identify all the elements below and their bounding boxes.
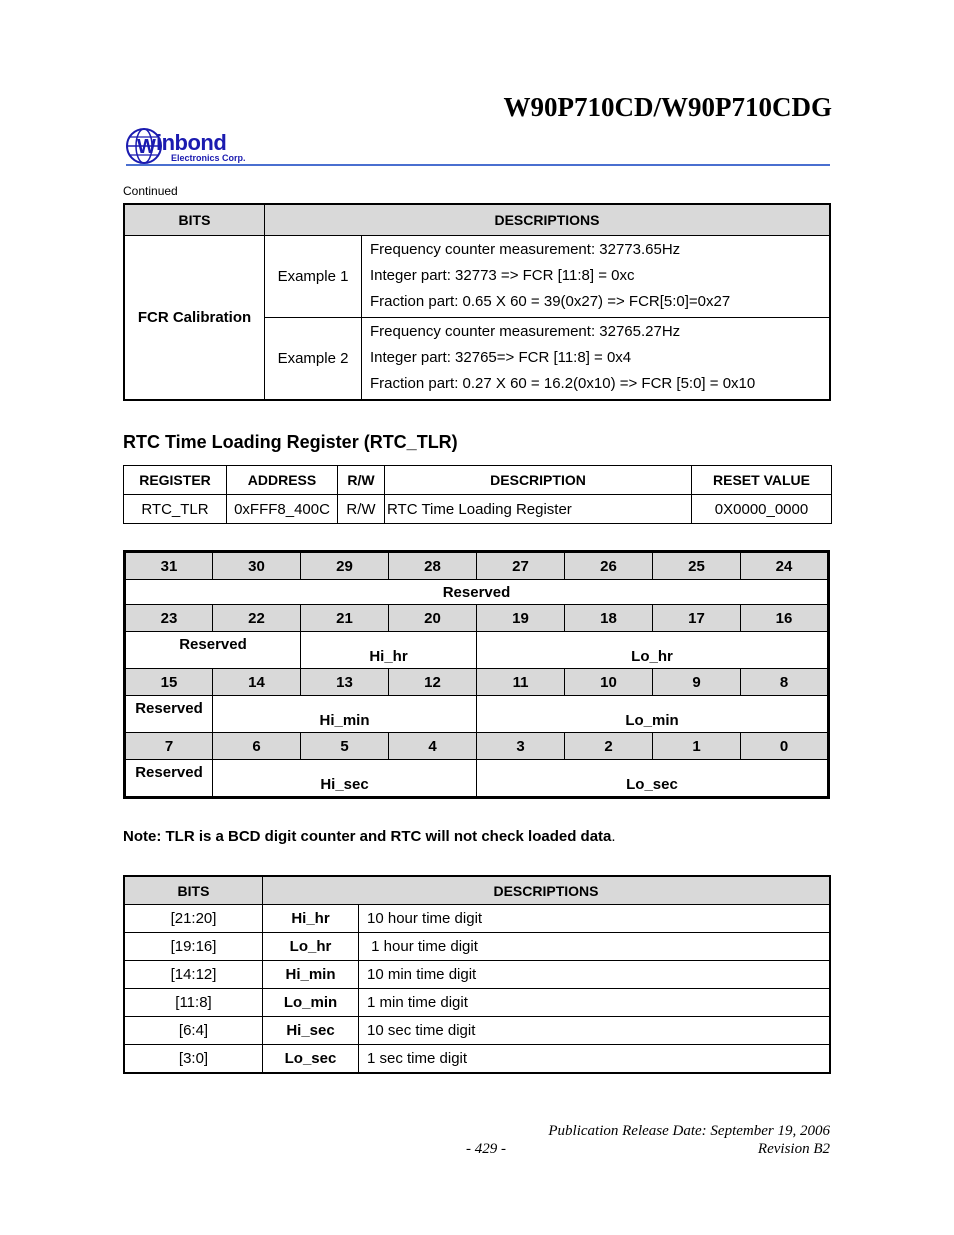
publication-release-date: Publication Release Date: September 19, 2006	[548, 1123, 830, 1139]
field-description: 1 min time digit	[359, 989, 831, 1017]
bit-number: 12	[389, 669, 477, 696]
bit-range: [19:16]	[124, 933, 263, 961]
description-line: Frequency counter measurement: 32765.27Hz	[370, 323, 681, 340]
table-row	[124, 905, 830, 933]
bit-number: 22	[213, 605, 301, 632]
bit-number: 6	[213, 733, 301, 760]
column-header-reset-value: RESET VALUE	[692, 466, 832, 495]
field-name: Hi_hr	[263, 905, 359, 933]
table-row	[124, 1017, 830, 1045]
bit-number: 9	[653, 669, 741, 696]
bit-field: Hi_hr	[301, 632, 477, 669]
bit-number: 14	[213, 669, 301, 696]
bit-number: 18	[565, 605, 653, 632]
table-row	[124, 1045, 830, 1074]
bit-field: Lo_hr	[477, 632, 829, 669]
fcr-calibration-label: FCR Calibration	[124, 235, 265, 400]
bit-number: 7	[125, 733, 213, 760]
fcr-calibration-table	[123, 203, 831, 401]
bit-field: Reserved	[125, 632, 301, 669]
column-header-bits: BITS	[124, 204, 265, 235]
section-title: RTC Time Loading Register (RTC_TLR)	[123, 432, 458, 452]
register-table	[123, 465, 832, 524]
bit-range: [6:4]	[124, 1017, 263, 1045]
field-description: 10 hour time digit	[359, 905, 831, 933]
bit-number: 0	[741, 733, 829, 760]
table-row	[124, 961, 830, 989]
field-description: 1 sec time digit	[359, 1045, 831, 1074]
bit-field: Reserved	[125, 580, 829, 605]
bit-number: 2	[565, 733, 653, 760]
bit-field: Reserved	[125, 696, 213, 733]
column-header-description: DESCRIPTION	[385, 466, 692, 495]
field-name: Lo_hr	[263, 933, 359, 961]
bit-number: 31	[125, 552, 213, 580]
note-period: .	[611, 828, 616, 845]
bit-number: 19	[477, 605, 565, 632]
bit-number: 15	[125, 669, 213, 696]
svg-text:W: W	[137, 136, 156, 158]
column-header-descriptions: DESCRIPTIONS	[263, 876, 831, 905]
bit-number: 27	[477, 552, 565, 580]
bit-number: 8	[741, 669, 829, 696]
bit-description-table	[123, 875, 831, 1074]
field-name: Lo_min	[263, 989, 359, 1017]
example-label: Example 1	[265, 235, 362, 317]
logo-subtitle: Electronics Corp.	[171, 153, 246, 163]
logo-wordmark: inbond	[156, 130, 227, 155]
column-header-descriptions: DESCRIPTIONS	[265, 204, 831, 235]
field-name: Lo_sec	[263, 1045, 359, 1074]
page-number: - 429 -	[466, 1141, 506, 1157]
field-description: 1 hour time digit	[359, 933, 831, 961]
bit-number: 13	[301, 669, 389, 696]
document-title: W90P710CD/W90P710CDG	[503, 92, 832, 122]
field-description: 10 sec time digit	[359, 1017, 831, 1045]
bit-number: 11	[477, 669, 565, 696]
bit-number: 30	[213, 552, 301, 580]
bit-field: Reserved	[125, 760, 213, 798]
description-line: Fraction part: 0.65 X 60 = 39(0x27) => FCR[5:0]=0x27	[370, 293, 731, 310]
bit-number: 26	[565, 552, 653, 580]
example-description	[362, 235, 831, 317]
description-line: Integer part: 32773 => FCR [11:8] = 0xc	[370, 267, 635, 284]
bit-number: 5	[301, 733, 389, 760]
bit-number: 3	[477, 733, 565, 760]
table-row	[124, 933, 830, 961]
bit-number: 4	[389, 733, 477, 760]
continued-label: Continued	[123, 184, 178, 198]
description-line: Frequency counter measurement: 32773.65Hz	[370, 241, 681, 258]
bit-field: Hi_sec	[213, 760, 477, 798]
column-header-bits: BITS	[124, 876, 263, 905]
bit-field: Hi_min	[213, 696, 477, 733]
note	[123, 828, 616, 845]
column-header-register: REGISTER	[124, 466, 227, 495]
register-bit-map	[123, 550, 830, 799]
register-address: 0xFFF8_400C	[227, 495, 338, 524]
note-text: Note: TLR is a BCD digit counter and RTC will not check loaded data	[123, 828, 612, 845]
table-row	[124, 989, 830, 1017]
description-line: Integer part: 32765=> FCR [11:8] = 0x4	[370, 349, 632, 366]
example-description	[362, 317, 831, 400]
register-name: RTC_TLR	[124, 495, 227, 524]
bit-number: 10	[565, 669, 653, 696]
bit-number: 21	[301, 605, 389, 632]
bit-field: Lo_sec	[477, 760, 829, 798]
register-reset-value: 0X0000_0000	[692, 495, 832, 524]
bit-number: 20	[389, 605, 477, 632]
example-label: Example 2	[265, 317, 362, 400]
field-name: Hi_sec	[263, 1017, 359, 1045]
column-header-address: ADDRESS	[227, 466, 338, 495]
header-rule	[126, 164, 830, 166]
bit-range: [14:12]	[124, 961, 263, 989]
bit-field: Lo_min	[477, 696, 829, 733]
bit-number: 29	[301, 552, 389, 580]
description-line: Fraction part: 0.27 X 60 = 16.2(0x10) => FCR [5:0] = 0x10	[370, 375, 756, 392]
register-description: RTC Time Loading Register	[385, 495, 692, 524]
bit-range: [3:0]	[124, 1045, 263, 1074]
bit-number: 16	[741, 605, 829, 632]
field-description: 10 min time digit	[359, 961, 831, 989]
bit-number: 25	[653, 552, 741, 580]
revision-label: Revision B2	[757, 1141, 830, 1157]
field-name: Hi_min	[263, 961, 359, 989]
column-header-rw: R/W	[338, 466, 385, 495]
bit-number: 28	[389, 552, 477, 580]
bit-range: [21:20]	[124, 905, 263, 933]
bit-number: 1	[653, 733, 741, 760]
bit-number: 24	[741, 552, 829, 580]
bit-number: 23	[125, 605, 213, 632]
bit-number: 17	[653, 605, 741, 632]
register-rw: R/W	[338, 495, 385, 524]
bit-range: [11:8]	[124, 989, 263, 1017]
